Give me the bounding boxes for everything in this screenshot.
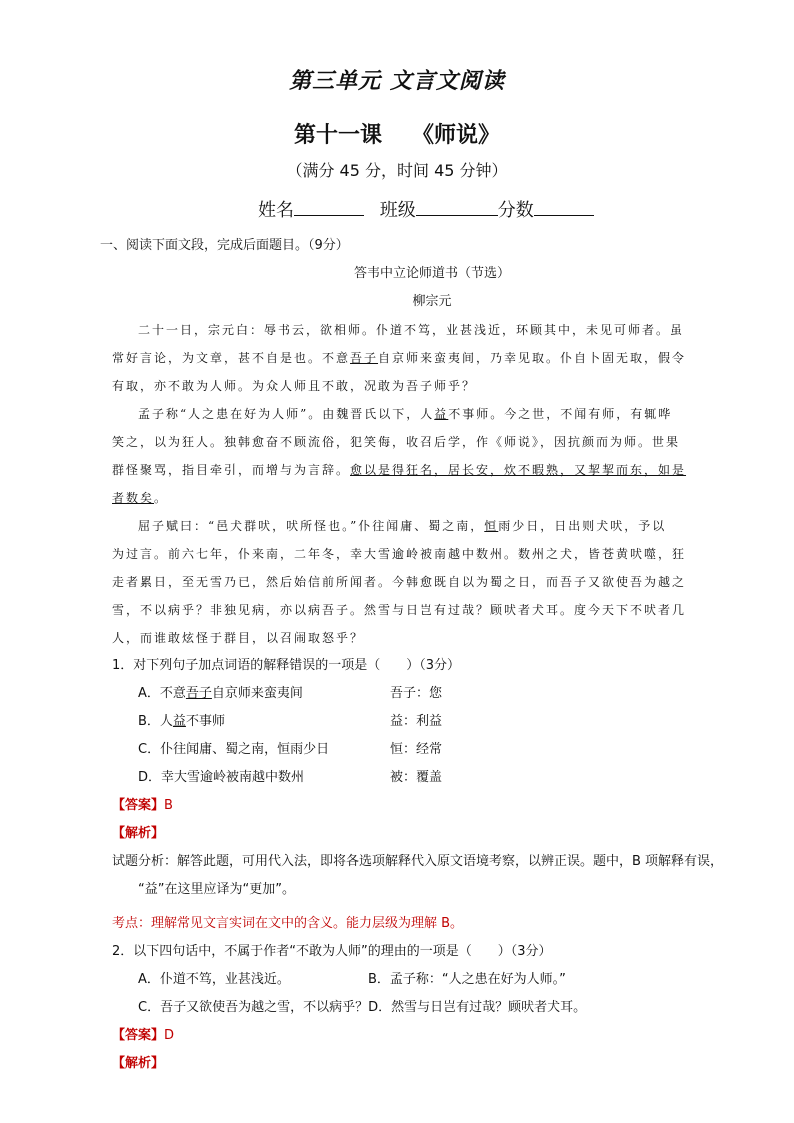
unit-title: 第三单元 文言文阅读 bbox=[289, 68, 505, 94]
passage-title: 答韦中立论师道书（节选） bbox=[353, 266, 510, 281]
question-1-option-d[interactable]: D．幸大雪逾岭被南越中数州 被：覆盖 bbox=[138, 770, 443, 785]
question-2-options-cd bbox=[112, 994, 752, 1022]
question-1-kaodian: 考点：理解常见文言实词在文中的含义。能力层级为理解 B。 bbox=[112, 916, 464, 931]
section-heading: 一、阅读下面文段，完成后面题目。（9分） bbox=[100, 238, 349, 253]
name-label: 姓名 bbox=[258, 200, 294, 221]
student-info-fields bbox=[258, 196, 594, 222]
question-1-stem: 1．对下列句子加点词语的解释错误的一项是（ ）（3分） bbox=[112, 658, 461, 673]
question-1-option-a[interactable]: A．不意吾子自京师来蛮夷间 吾子：您 bbox=[138, 686, 443, 701]
question-1-answer: 【答案】B bbox=[112, 798, 173, 813]
passage-line: 走者累日，至无雪乃已，然后始信前所闻者。今韩愈既自以为蜀之日，而吾子又欲使吾为越之 bbox=[112, 575, 687, 589]
passage bbox=[112, 316, 752, 652]
lesson-number: 第十一课 bbox=[293, 123, 382, 148]
underlined-sentence: 者数矣 bbox=[112, 491, 155, 505]
question-1-option-b[interactable]: B．人益不事师 益：利益 bbox=[138, 714, 443, 729]
passage-line: 有取，亦不敢为人师。为众人师且不敢，况敢为吾子师乎？ bbox=[112, 379, 477, 393]
question-2-options-ab bbox=[112, 966, 752, 994]
document-body bbox=[100, 232, 752, 1078]
underlined-sentence: 愈以是得狂名，居长安，炊不暇熟，又挈挈而东，如是 bbox=[350, 463, 687, 477]
lesson-name: 《师说》 bbox=[412, 123, 501, 148]
score-blank[interactable] bbox=[534, 199, 594, 216]
score-label: 分数 bbox=[497, 200, 534, 221]
passage-line: 者数矣。 bbox=[112, 491, 169, 505]
class-blank[interactable] bbox=[416, 199, 498, 216]
passage-line: 人，而谁敢炫怪于群目，以召闹取怒乎？ bbox=[112, 631, 365, 645]
question-1-analysis: 试题分析：解答此题，可用代入法，即将各选项解释代入原文语境考察，以辨正误。题中，B 项解释有误， bbox=[112, 854, 724, 869]
passage-line: 群怪聚骂，指目牵引，而增与为言辞。愈以是得狂名，居长安，炊不暇熟，又挈挈而东，如是 bbox=[112, 463, 687, 477]
question-1-analysis-label: 【解析】 bbox=[112, 826, 165, 841]
question-2-option-d[interactable]: D．然雪与日岂有过哉？顾吠者犬耳。 bbox=[368, 1000, 587, 1015]
question-2-option-c[interactable]: C．吾子又欲使吾为越之雪，不以病乎？ bbox=[138, 1000, 369, 1015]
name-blank[interactable] bbox=[294, 199, 364, 216]
passage-line: 二十一日，宗元白：辱书云，欲相师。仆道不笃，业甚浅近，环顾其中，未见可师者。虽 bbox=[138, 323, 685, 337]
exam-subtitle: （满分 45 分，时间 45 分钟） bbox=[286, 161, 508, 180]
passage-author: 柳宗元 bbox=[412, 294, 452, 309]
passage-line: 笑之，以为狂人。独韩愈奋不顾流俗，犯笑侮，收召后学，作《师说》，因抗颜而为师。世果 bbox=[112, 435, 681, 449]
underlined-word: 吾子 bbox=[350, 351, 379, 365]
passage-line: 为过言。前六七年，仆来南，二年冬，幸大雪逾岭被南越中数州。数州之犬，皆苍黄吠噬，狂 bbox=[112, 547, 687, 561]
passage-line: 雪，不以病乎？非独见病，亦以病吾子。然雪与日岂有过哉？顾吠者犬耳。度今天下不吠者几 bbox=[112, 603, 687, 617]
question-2-stem: 2．以下四句话中，不属于作者“不敢为人师”的理由的一项是（ ）（3分） bbox=[112, 944, 552, 959]
question-2-answer: 【答案】D bbox=[112, 1028, 175, 1043]
question-2-option-a[interactable]: A．仆道不笃，业甚浅近。 bbox=[138, 972, 290, 987]
passage-line: 屈子赋曰：“邑犬群吠，吠所怪也。”仆往闻庸、蜀之南，恒雨少日，日出则犬吠，予以 bbox=[138, 519, 667, 533]
underlined-word: 恒 bbox=[484, 519, 499, 533]
class-label: 班级 bbox=[379, 200, 416, 221]
question-2-option-b[interactable]: B．孟子称：“人之患在好为人师。” bbox=[368, 972, 566, 987]
question-1-option-c[interactable]: C．仆往闻庸、蜀之南，恒雨少日 恒：经常 bbox=[138, 742, 443, 757]
lesson-title bbox=[0, 118, 794, 149]
passage-line: 孟子称“人之患在好为人师”。由魏晋氏以下，人益不事师。今之世，不闻有师，有辄哗 bbox=[138, 407, 673, 421]
question-2-analysis-label: 【解析】 bbox=[112, 1056, 165, 1071]
passage-line: 常好言论，为文章，甚不自是也。不意吾子自京师来蛮夷间，乃幸见取。仆自卜固无取，假令 bbox=[112, 351, 687, 365]
question-1-analysis-cont: “益”在这里应译为“更加”。 bbox=[138, 882, 295, 897]
underlined-word: 益 bbox=[434, 407, 449, 421]
